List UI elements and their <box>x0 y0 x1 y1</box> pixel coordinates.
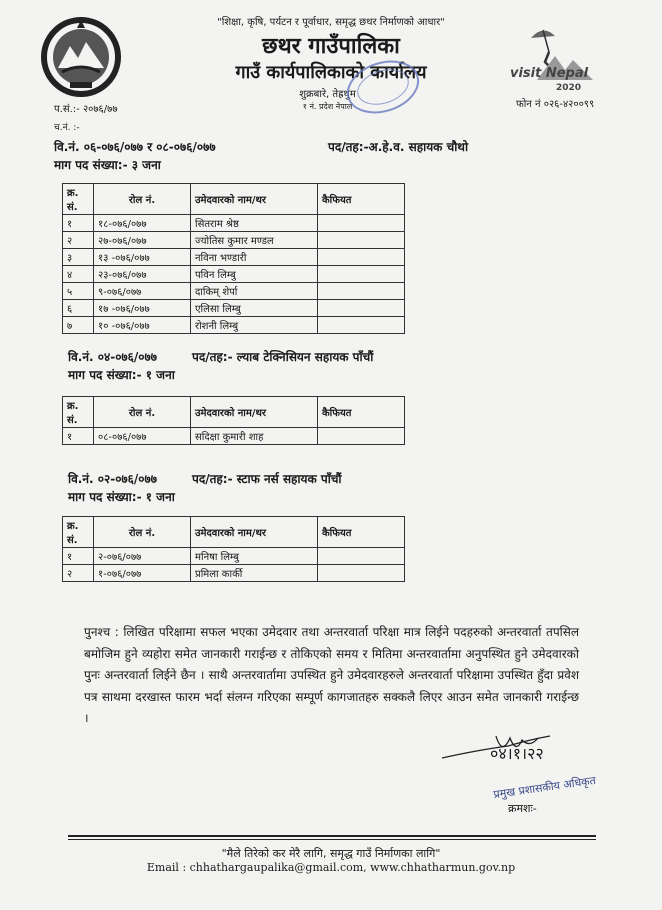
cell-roll: १-०७६/०७७ <box>94 565 191 582</box>
cell-remarks <box>318 215 405 232</box>
cell-serial: ५ <box>63 283 94 300</box>
cell-remarks <box>318 428 405 445</box>
cell-roll: १८-०७६/०७७ <box>94 215 191 232</box>
cell-serial: १ <box>63 215 94 232</box>
office-place: १ नं. प्रदेश नेपाल <box>302 102 353 111</box>
table-header-row <box>63 517 405 548</box>
footer-divider-thin <box>68 839 596 840</box>
municipality-name: छथर गाउँपालिका <box>262 34 400 59</box>
cell-name: रोशनी लिम्बु <box>191 317 318 334</box>
table-row <box>63 249 405 266</box>
office-stamp <box>342 56 424 118</box>
cell-roll: १० -०७६/०७७ <box>94 317 191 334</box>
visit-nepal-year: 2020 <box>556 83 582 93</box>
table-row <box>63 565 405 582</box>
cell-serial: ३ <box>63 249 94 266</box>
office-phone: फोन नं ०२६-४२००९९ <box>516 99 595 110</box>
signature-date: ०४।१।२२ <box>490 744 544 763</box>
section2-demand: माग पद संख्या:- १ जना <box>68 368 175 382</box>
col-remarks: कैफियत <box>318 397 405 428</box>
continued-note: क्रमशः- <box>508 802 537 815</box>
cell-serial: ७ <box>63 317 94 334</box>
cell-name: दाकिम् शेर्पा <box>191 283 318 300</box>
ch-number: च.नं. :- <box>54 123 80 133</box>
cell-serial: २ <box>63 232 94 249</box>
section1-ad-number: वि.नं. ०६-०७६/०७७ र ०८-०७६/०७७ <box>54 140 216 154</box>
cell-name: सदिक्षा कुमारी शाह <box>191 428 318 445</box>
col-remarks: कैफियत <box>318 517 405 548</box>
signatory-stamp: प्रमुख प्रशासकीय अधिकृत <box>492 773 597 802</box>
section3-ad-number: वि.नं. ०२-०७६/०७७ <box>68 472 158 486</box>
section2-ad-number: वि.नं. ०४-०७६/०७७ <box>68 350 158 364</box>
footer-divider <box>68 835 596 837</box>
col-remarks: कैफियत <box>318 184 405 215</box>
table-row <box>63 300 405 317</box>
cell-remarks <box>318 317 405 334</box>
header-slogan: "शिक्षा, कृषि, पर्यटन र पूर्वाधार, समृद्ध छथर निर्माणको आधार" <box>217 17 445 28</box>
cell-roll: २३-०७६/०७७ <box>94 266 191 283</box>
table-row <box>63 283 405 300</box>
cell-remarks <box>318 283 405 300</box>
footer-contact: Email : chhathargaupalika@gmail.com, www.chhatharmun.gov.np <box>146 861 516 874</box>
cell-roll: २७-०७६/०७७ <box>94 232 191 249</box>
cell-remarks <box>318 548 405 565</box>
col-roll: रोल नं. <box>94 397 191 428</box>
cell-roll: ०८-०७६/०७७ <box>94 428 191 445</box>
table-row <box>63 428 405 445</box>
cell-name: सितराम श्रेष्ठ <box>191 215 318 232</box>
table-row <box>63 215 405 232</box>
visit-nepal-text: visit Nepal <box>510 66 589 81</box>
section1-post: पद/तह:-अ.हे.व. सहायक चौथो <box>328 140 469 154</box>
cell-roll: १७ -०७६/०७७ <box>94 300 191 317</box>
cell-name: ज्योतिस कुमार मण्डल <box>191 232 318 249</box>
cell-remarks <box>318 249 405 266</box>
cell-roll: ९-०७६/०७७ <box>94 283 191 300</box>
footer-slogan: "मैले तिरेको कर मेरै लागि, समृद्ध गाउँ निर्माणका लागि" <box>221 847 441 860</box>
col-name: उमेदवारको नाम/थर <box>191 184 318 215</box>
col-roll: रोल नं. <box>94 517 191 548</box>
section3-demand: माग पद संख्या:- १ जना <box>68 490 175 504</box>
office-name: गाउँ कार्यपालिकाको कार्यालय <box>235 62 427 83</box>
cell-name: मनिषा लिम्बु <box>191 548 318 565</box>
section1-table <box>62 183 405 334</box>
cell-remarks <box>318 266 405 283</box>
cell-remarks <box>318 565 405 582</box>
col-name: उमेदवारको नाम/थर <box>191 517 318 548</box>
col-serial: क्र. सं. <box>63 397 94 428</box>
postscript-paragraph: पुनश्च : लिखित परिक्षामा सफल भएका उमेदवार तथा अन्तरवार्ता परिक्षा मात्र लिईने पदहरुको अन्तरवार्ता तपसिल बमोजिम हुने व्यहोरा समेत जानकारी गराईन्छ र तोकिएको समय र मितिमा अन्तरवार्तामा अनुपस्थित हुने उमेदवारको पुनः अन्तरवार्ता लिईने छैन । साथै अन्तरवार्तामा उपस्थित हुने उमेदवारहरुले अन्तरवार्ता परिक्षामा उपस्थित हुँदा प्रवेश पत्र साथमा दरखास्त फारम भर्दा संलग्न गरिएका सम्पूर्ण कागजातहरु सक्कलै लिएर आउन समेत जानकारी गराईन्छ । <box>84 625 579 725</box>
cell-roll: १३ -०७६/०७७ <box>94 249 191 266</box>
cell-name: एलिसा लिम्बु <box>191 300 318 317</box>
col-serial: क्र. सं. <box>63 184 94 215</box>
table-row <box>63 266 405 283</box>
cell-serial: १ <box>63 548 94 565</box>
section3-post: पद/तह:- स्टाफ नर्स सहायक पाँचौं <box>192 472 342 486</box>
cell-remarks <box>318 232 405 249</box>
table-header-row <box>63 397 405 428</box>
cell-serial: ४ <box>63 266 94 283</box>
cell-name: पविन लिम्बु <box>191 266 318 283</box>
cell-serial: १ <box>63 428 94 445</box>
office-day: शुक्रबारे, तेह्रथुम <box>299 89 356 100</box>
table-row <box>63 232 405 249</box>
cell-remarks <box>318 300 405 317</box>
table-row <box>63 317 405 334</box>
table-row <box>63 548 405 565</box>
ps-number: प.सं.:- २०७६/७७ <box>54 104 118 115</box>
section2-table <box>62 396 405 445</box>
section1-demand: माग पद संख्या:- ३ जना <box>54 158 161 172</box>
col-name: उमेदवारको नाम/थर <box>191 397 318 428</box>
table-header-row <box>63 184 405 215</box>
section3-table <box>62 516 405 582</box>
cell-serial: ६ <box>63 300 94 317</box>
col-serial: क्र. सं. <box>63 517 94 548</box>
cell-serial: २ <box>63 565 94 582</box>
nepal-emblem-logo <box>40 16 122 98</box>
cell-name: नविना भण्डारी <box>191 249 318 266</box>
section2-post: पद/तह:- ल्याब टेक्निसियन सहायक पाँचौं <box>192 350 374 364</box>
col-roll: रोल नं. <box>94 184 191 215</box>
cell-roll: २-०७६/०७७ <box>94 548 191 565</box>
cell-name: प्रमिला कार्की <box>191 565 318 582</box>
